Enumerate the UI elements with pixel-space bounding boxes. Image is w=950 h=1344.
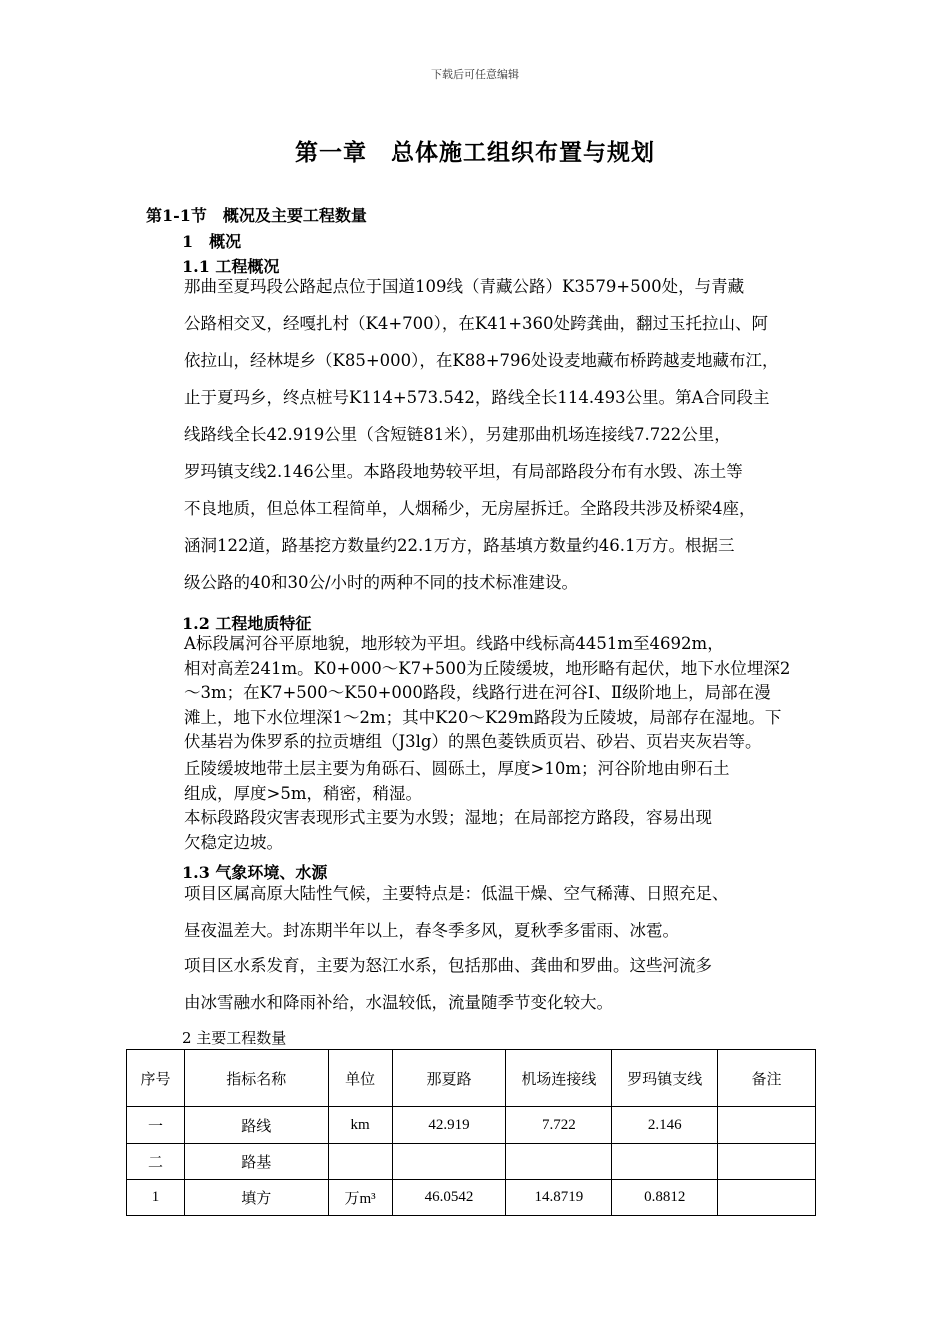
header-cell: 指标名称	[184, 1050, 328, 1107]
text-line: 组成，厚度>5m，稍密，稍湿。	[184, 783, 422, 803]
table-row	[127, 1144, 816, 1180]
table-cell: 二	[127, 1144, 185, 1180]
table-cell: 7.722	[506, 1107, 612, 1144]
text-line: A标段属河谷平原地貌，地形较为平坦。线路中线标高4451m至4692m，	[184, 634, 724, 653]
text-line: 项目区属高原大陆性气候，主要特点是：低温干燥、空气稀薄、日照充足、	[184, 884, 729, 903]
table-cell: 42.919	[392, 1107, 506, 1144]
table-cell	[718, 1144, 816, 1180]
chapter-title: 第一章 总体施工组织布置与规划	[295, 139, 655, 166]
text-line: 公路相交叉，经嘎扎村（K4+700），在K41+360处跨龚曲，翻过玉托拉山、阿	[184, 314, 769, 333]
table-cell: km	[328, 1107, 392, 1144]
text-line: 滩上，地下水位埋深1～2m；其中K20～K29m路段为丘陵坡，局部存在湿地。下	[184, 707, 782, 727]
paragraph-climate	[146, 875, 822, 949]
text-line: 本标段路段灾害表现形式主要为水毁；湿地；在局部挖方路段，容易出现	[184, 808, 712, 827]
table-header-row	[127, 1050, 816, 1107]
table-caption: 2 主要工程数量	[182, 1029, 287, 1047]
text-line: 级公路的40和30公/小时的两种不同的技术标准建设。	[184, 573, 579, 592]
text-line: 止于夏玛乡，终点桩号K114+573.542，路线全长114.493公里。第A合同段主	[184, 388, 770, 407]
header-cell: 单位	[328, 1050, 392, 1107]
text-line: 罗玛镇支线2.146公里。本路段地势较平坦，有局部路段分布有水毁、冻土等	[184, 462, 743, 481]
table-row	[127, 1180, 816, 1216]
text-line: 那曲至夏玛段公路起点位于国道109线（青藏公路）K3579+500处，与青藏	[184, 277, 745, 296]
table-cell	[718, 1180, 816, 1216]
paragraph-geology-terrain	[146, 632, 822, 755]
paragraph-water-source	[146, 947, 822, 1021]
text-line: 项目区水系发育，主要为怒江水系，包括那曲、龚曲和罗曲。这些河流多	[184, 956, 712, 975]
header-cell: 序号	[127, 1050, 185, 1107]
table-cell	[506, 1144, 612, 1180]
quantities-table	[126, 1049, 816, 1216]
text-line: 伏基岩为侏罗系的拉贡塘组（J3lg）的黑色菱铁质页岩、砂岩、页岩夹灰岩等。	[184, 732, 762, 751]
table-cell	[718, 1107, 816, 1144]
text-line: 涵洞122道，路基挖方数量约22.1万方，路基填方数量约46.1万方。根据三	[184, 536, 735, 555]
subsection-geology: 1.2 工程地质特征	[182, 614, 312, 633]
text-line: 相对高差241m。K0+000～K7+500为丘陵缓坡，地形略有起伏，地下水位埋深2	[184, 658, 791, 678]
subsection-climate-water: 1.3 气象环境、水源	[182, 863, 328, 882]
header-cell: 机场连接线	[506, 1050, 612, 1107]
table-cell: 填方	[184, 1180, 328, 1216]
table-cell	[392, 1144, 506, 1180]
text-line: ～3m；在K7+500～K50+000路段，线路行进在河谷Ⅰ、Ⅱ级阶地上，局部在漫	[184, 683, 771, 702]
table-cell: 一	[127, 1107, 185, 1144]
header-cell: 备注	[718, 1050, 816, 1107]
table-row	[127, 1107, 816, 1144]
table-cell: 万m³	[328, 1180, 392, 1216]
paragraph-geology-hazards	[146, 806, 822, 855]
header-cell: 罗玛镇支线	[612, 1050, 718, 1107]
table-cell: 0.8812	[612, 1180, 718, 1216]
text-line: 由冰雪融水和降雨补给，水温较低，流量随季节变化较大。	[184, 993, 613, 1012]
page-header-note: 下载后可任意编辑	[431, 68, 519, 81]
table-cell: 14.8719	[506, 1180, 612, 1216]
subsection-project-overview: 1.1 工程概况	[182, 257, 280, 276]
table-cell: 1	[127, 1180, 185, 1216]
text-line: 丘陵缓坡地带土层主要为角砾石、圆砾土，厚度>10m；河谷阶地由卵石土	[184, 759, 730, 778]
header-cell: 那夏路	[392, 1050, 506, 1107]
table-cell: 46.0542	[392, 1180, 506, 1216]
text-line: 欠稳定边坡。	[184, 832, 283, 852]
section-title: 第1-1节 概况及主要工程数量	[146, 206, 367, 225]
table-cell: 路线	[184, 1107, 328, 1144]
table-cell	[612, 1144, 718, 1180]
text-line: 不良地质，但总体工程简单，人烟稀少，无房屋拆迁。全路段共涉及桥梁4座，	[184, 499, 756, 518]
subsection-overview: 1 概况	[182, 232, 242, 251]
paragraph-geology-soil	[146, 757, 822, 806]
table-cell: 路基	[184, 1144, 328, 1180]
text-line: 依拉山，经林堤乡（K85+000），在K88+796处设麦地藏布桥跨越麦地藏布江，	[184, 351, 779, 370]
table-cell	[328, 1144, 392, 1180]
table-cell: 2.146	[612, 1107, 718, 1144]
text-line: 昼夜温差大。封冻期半年以上，春冬季多风，夏秋季多雷雨、冰雹。	[184, 921, 679, 940]
paragraph-project-overview	[146, 268, 822, 601]
text-line: 线路线全长42.919公里（含短链81米），另建那曲机场连接线7.722公里，	[184, 425, 731, 444]
